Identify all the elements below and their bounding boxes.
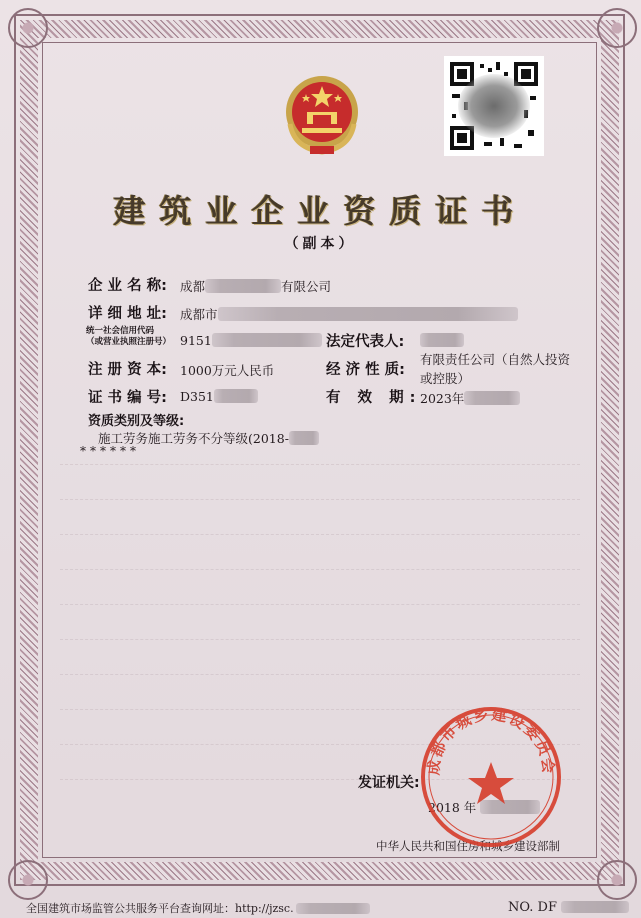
corner-ornament — [597, 8, 637, 48]
credit-code-label: 统一社会信用代码 （或营业执照注册号） — [86, 326, 172, 347]
company-name-label: 企 业 名 称: — [88, 278, 167, 294]
qualification-value: 施工劳务施工劳务不分等级(2018- — [98, 429, 319, 447]
credit-code-value: 9151 — [180, 333, 322, 348]
printer-note: 中华人民共和国住房和城乡建设部制 — [376, 839, 560, 853]
company-name-value: 成都 有限公司 — [180, 279, 332, 294]
corner-ornament — [597, 860, 637, 900]
certificate-title: 建筑业企业资质证书 — [113, 192, 528, 230]
certificate-subtitle: （副本） — [284, 236, 357, 252]
economic-type-label: 经 济 性 质: — [326, 362, 405, 378]
legal-rep-value — [420, 333, 464, 348]
legal-rep-label: 法定代表人: — [326, 334, 405, 350]
economic-type-value: 有限责任公司（自然人投资 或控股） — [420, 352, 571, 386]
capital-label: 注 册 资 本: — [88, 362, 167, 378]
cert-number-label: 证 书 编 号: — [88, 390, 167, 406]
validity-value: 2023年 — [420, 389, 520, 407]
qr-code — [444, 56, 544, 156]
corner-ornament — [8, 8, 48, 48]
stars-line: ****** — [80, 444, 140, 458]
footer-platform-text: 全国建筑市场监管公共服务平台查询网址：http://jzsc. — [26, 900, 370, 916]
issuer-label: 发证机关: — [358, 775, 420, 791]
svg-text:成都市城乡建设委员会: 成都市城乡建设委员会 — [424, 705, 558, 776]
qualification-label: 资质类别及等级: — [88, 414, 185, 429]
corner-ornament — [8, 860, 48, 900]
cert-number-value: D351 — [180, 389, 258, 404]
validity-label: 有 效 期: — [326, 390, 422, 406]
address-value: 成都市 — [180, 305, 518, 323]
certificate-serial: NO. DF — [508, 900, 629, 915]
address-label: 详 细 地 址: — [88, 306, 167, 322]
capital-value: 1000万元人民币 — [180, 363, 275, 378]
national-emblem-icon — [280, 72, 364, 156]
issue-date: 2018 年 — [428, 798, 540, 816]
official-seal — [418, 704, 564, 850]
